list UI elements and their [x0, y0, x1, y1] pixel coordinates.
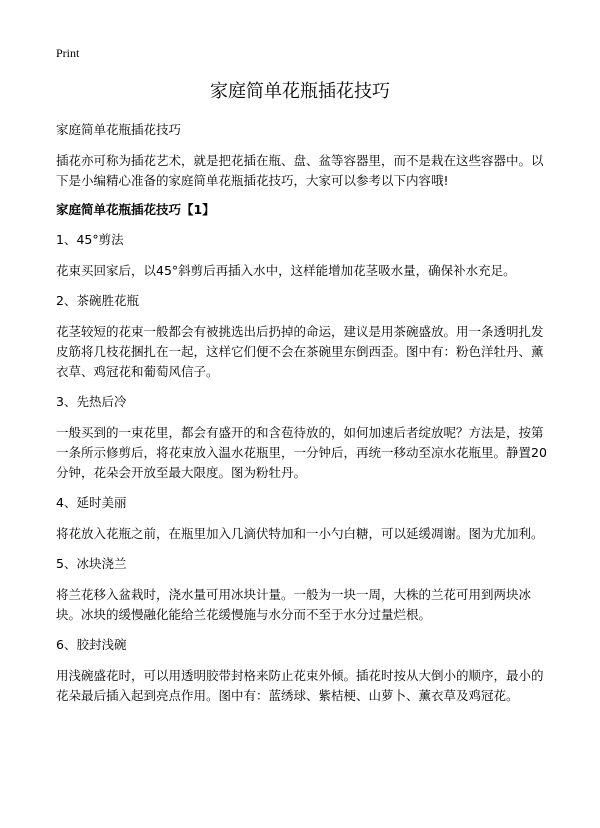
section-heading: 家庭简单花瓶插花技巧【1】: [56, 202, 215, 217]
item-body: 花束买回家后，以45°斜剪后再插入水中，这样能增加花茎吸水量，确保补水充足。: [56, 263, 516, 278]
item-body: 用浅碗盛花时，可以用透明胶带封格来防止花束外倾。插花时按从大倒小的顺序，最小的花朵最后插入起到亮点作用。图中有：蓝绣球、紫桔梗、山萝卜、薰衣草及鸡冠花。: [56, 668, 544, 703]
article-body: [56, 120, 554, 716]
item-heading: 5、冰块浇兰: [56, 556, 127, 571]
item-heading: 1、45°剪法: [56, 232, 124, 247]
article-subtitle: 家庭简单花瓶插花技巧: [56, 122, 182, 137]
item-heading: 4、延时美丽: [56, 495, 127, 510]
item-body: 一般买到的一束花里，都会有盛开的和含苞待放的，如何加速后者绽放呢？方法是，按第一条所示修剪后，将花束放入温水花瓶里，一分钟后，再统一移动至凉水花瓶里。静置20分钟，花朵会开放至最大限度。图为粉牡丹。: [56, 425, 547, 480]
item-heading: 2、茶碗胜花瓶: [56, 293, 139, 308]
item-body: 将花放入花瓶之前，在瓶里加入几滴伏特加和一小勺白糖，可以延缓凋谢。图为尤加利。: [56, 526, 544, 541]
item-body: 花茎较短的花束一般都会有被挑选出后扔掉的命运，建议是用茶碗盛放。用一条透明扎发皮筋将几枝花捆扎在一起，这样它们便不会在茶碗里东倒西歪。图中有：粉色洋牡丹、薰衣草、鸡冠花和葡萄风信子。: [56, 324, 544, 379]
print-label: Print: [56, 46, 80, 60]
item-heading: 3、先热后冷: [56, 394, 127, 409]
item-body: 将兰花移入盆栽时，浇水量可用冰块计量。一般为一块一周，大株的兰花可用到两块冰块。冰块的缓慢融化能给兰花缓慢施与水分而不至于水分过量烂根。: [56, 587, 532, 622]
page-title: 家庭简单花瓶插花技巧: [210, 81, 390, 102]
item-heading: 6、胶封浅碗: [56, 637, 127, 652]
intro-paragraph: 插花亦可称为插花艺术，就是把花插在瓶、盘、盆等容器里，而不是栽在这些容器中。以下是小编精心准备的家庭简单花瓶插花技巧，大家可以参考以下内容哦!: [56, 153, 544, 188]
